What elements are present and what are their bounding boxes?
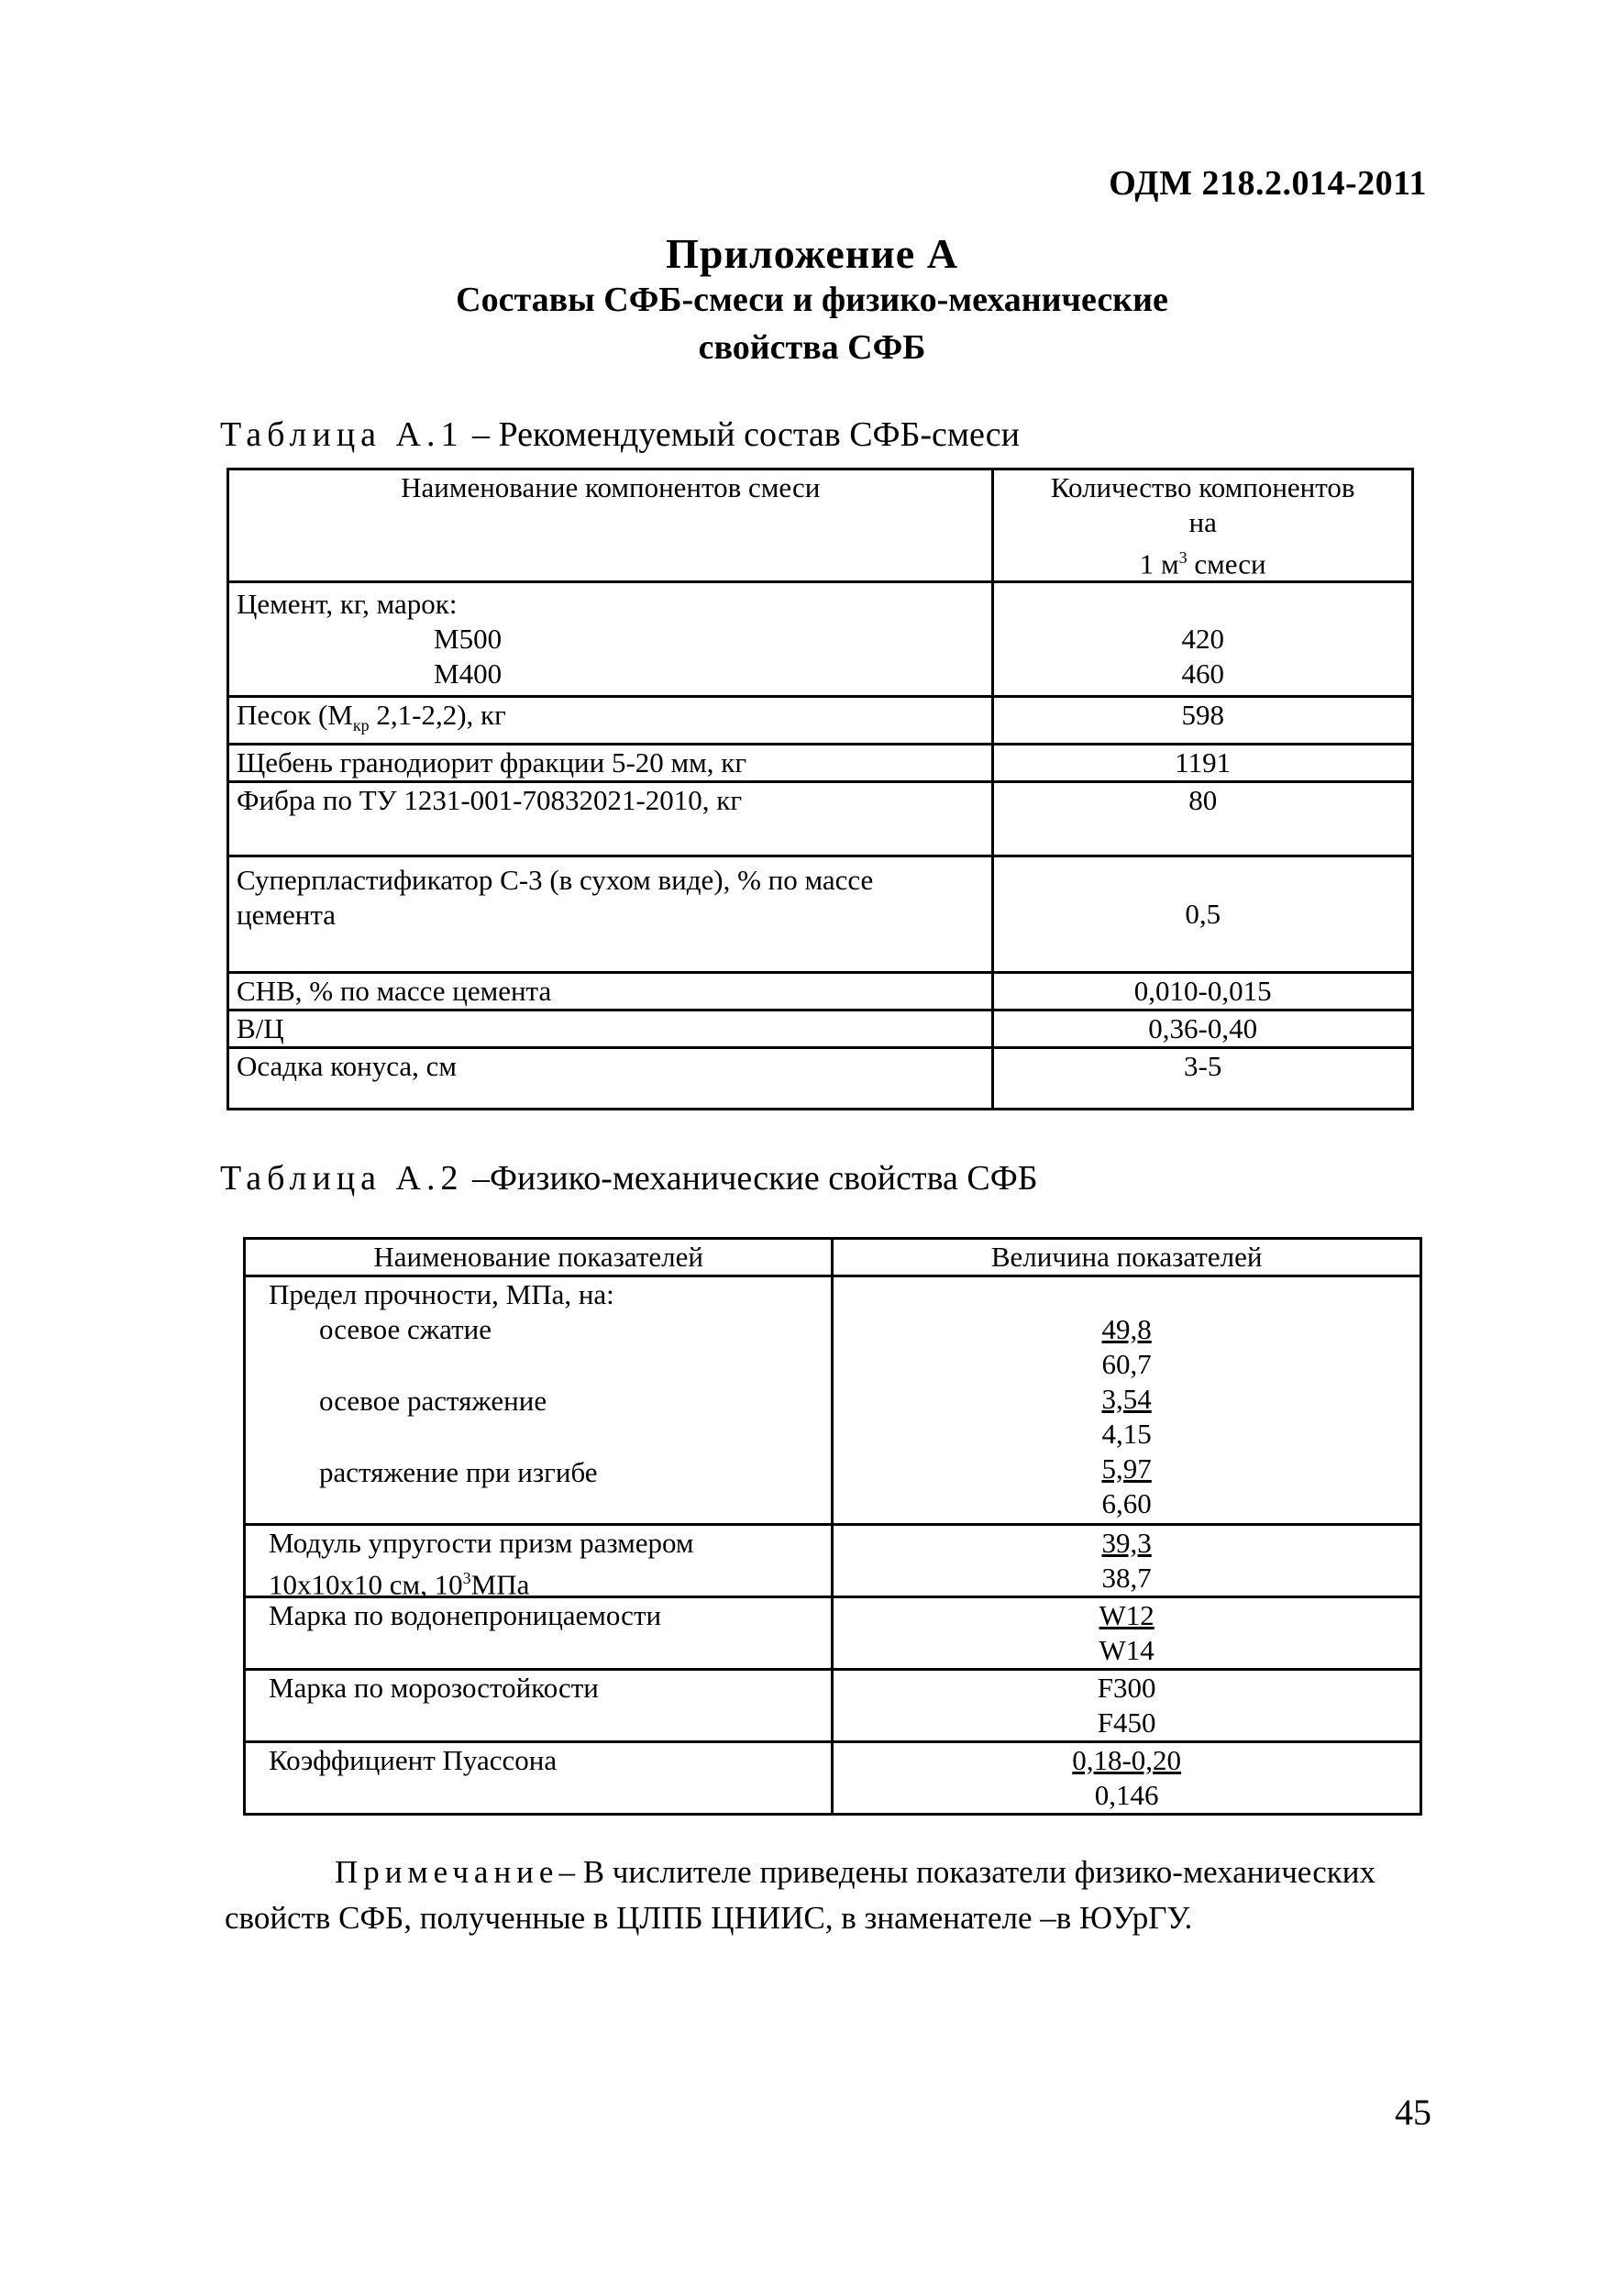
cell-fiber-value: 80: [993, 782, 1413, 856]
cell-wc-value: 0,36-0,40: [993, 1010, 1413, 1048]
cell-modulus-value: 39,3 38,7: [833, 1525, 1421, 1597]
table-row: [228, 856, 1413, 973]
column-header-component: Наименование компонентов смеси: [228, 469, 993, 582]
cell-frost-value: F300 F450: [833, 1670, 1421, 1742]
note-line1: Примечание– В числителе приведены показатели физико-механических: [335, 1854, 1375, 1890]
table-row: [228, 697, 1413, 745]
cell-frost: Марка по морозостойкости: [245, 1670, 833, 1742]
cell-slump: Осадка конуса, см: [228, 1048, 993, 1110]
cell-water: Марка по водонепроницаемости: [245, 1597, 833, 1670]
cell-snv: СНВ, % по массе цемента: [228, 973, 993, 1010]
header-quantity-line1: Количество компонентов: [1050, 471, 1355, 503]
page-number: 45: [1395, 2092, 1431, 2133]
table-row: [245, 1597, 1421, 1670]
table-row: [228, 1048, 1413, 1110]
cell-plasticizer-value: 0,5: [993, 856, 1413, 973]
table-header-row: [245, 1239, 1421, 1276]
cell-plasticizer: Суперпластификатор С-3 (в сухом виде), % по массе цемента: [228, 856, 993, 973]
column-header-quantity: [993, 469, 1413, 582]
composition-table: [226, 468, 1414, 1110]
document-code: ОДМ 218.2.014-2011: [1109, 164, 1427, 203]
header-quantity-line2: на: [1188, 506, 1217, 538]
table-row: [245, 1525, 1421, 1597]
header-quantity-line3: 1 $м^3$ смеси: [1139, 547, 1266, 580]
table-a1-caption-text: – Рекомендуемый состав СФБ-смеси: [463, 415, 1020, 454]
cell-cement-value: 420 460: [993, 582, 1413, 697]
table-row: [228, 1010, 1413, 1048]
table-row: [245, 1276, 1421, 1525]
table-row: [245, 1742, 1421, 1815]
table-a2-caption: [220, 1158, 1038, 1198]
cell-cement: Цемент, кг, марок: М500 М400: [228, 582, 993, 697]
table-a2-caption-prefix: Таблица А.2: [220, 1159, 464, 1198]
cell-slump-value: 3-5: [993, 1048, 1413, 1110]
note-line2: свойств СФБ, полученные в ЦЛПБ ЦНИИС, в знаменателе –в ЮУрГУ.: [225, 1900, 1193, 1936]
properties-table: [243, 1237, 1422, 1816]
appendix-title: Приложение А: [666, 230, 958, 277]
note-prefix: Примечание: [335, 1854, 559, 1890]
cell-sand-value: 598: [993, 697, 1413, 745]
cell-strength-values: 49,8 60,7 3,54 4,15 5,97 6,60: [833, 1276, 1421, 1525]
cell-snv-value: 0,010-0,015: [993, 973, 1413, 1010]
table-a2-caption-text: –Физико-механические свойства СФБ: [463, 1159, 1038, 1198]
table-header-row: [228, 469, 1413, 582]
cell-poisson: Коэффициент Пуассона: [245, 1742, 833, 1815]
cell-fiber: Фибра по ТУ 1231-001-70832021-2010, кг: [228, 782, 993, 856]
column-header-indicator: Наименование показателей: [245, 1239, 833, 1276]
cell-strength: Предел прочности, МПа, на: осевое сжатие осевое растяжение растяжение при изгибе: [245, 1276, 833, 1525]
table-a1-caption-prefix: Таблица А.1: [220, 415, 464, 454]
cell-poisson-value: 0,18-0,20 0,146: [833, 1742, 1421, 1815]
table-row: [228, 782, 1413, 856]
table-row: [228, 973, 1413, 1010]
table-row: [228, 582, 1413, 697]
cell-sand: Песок ($М_{кр}$ 2,1-2,2), кг: [228, 697, 993, 745]
cell-wc: В/Ц: [228, 1010, 993, 1048]
table-row: [228, 745, 1413, 782]
table-row: [245, 1670, 1421, 1742]
appendix-subtitle-line1: Составы СФБ-смеси и физико-механические: [456, 281, 1168, 319]
cell-modulus: Модуль упругости призм размером 10х10х10 см, $10^3МПа$: [245, 1525, 833, 1597]
cell-gravel-value: 1191: [993, 745, 1413, 782]
table-a1-caption: [220, 414, 1020, 455]
column-header-value: Величина показателей: [833, 1239, 1421, 1276]
cell-water-value: W12 W14: [833, 1597, 1421, 1670]
cell-gravel: Щебень гранодиорит фракции 5-20 мм, кг: [228, 745, 993, 782]
appendix-subtitle-line2: свойства СФБ: [698, 328, 926, 367]
